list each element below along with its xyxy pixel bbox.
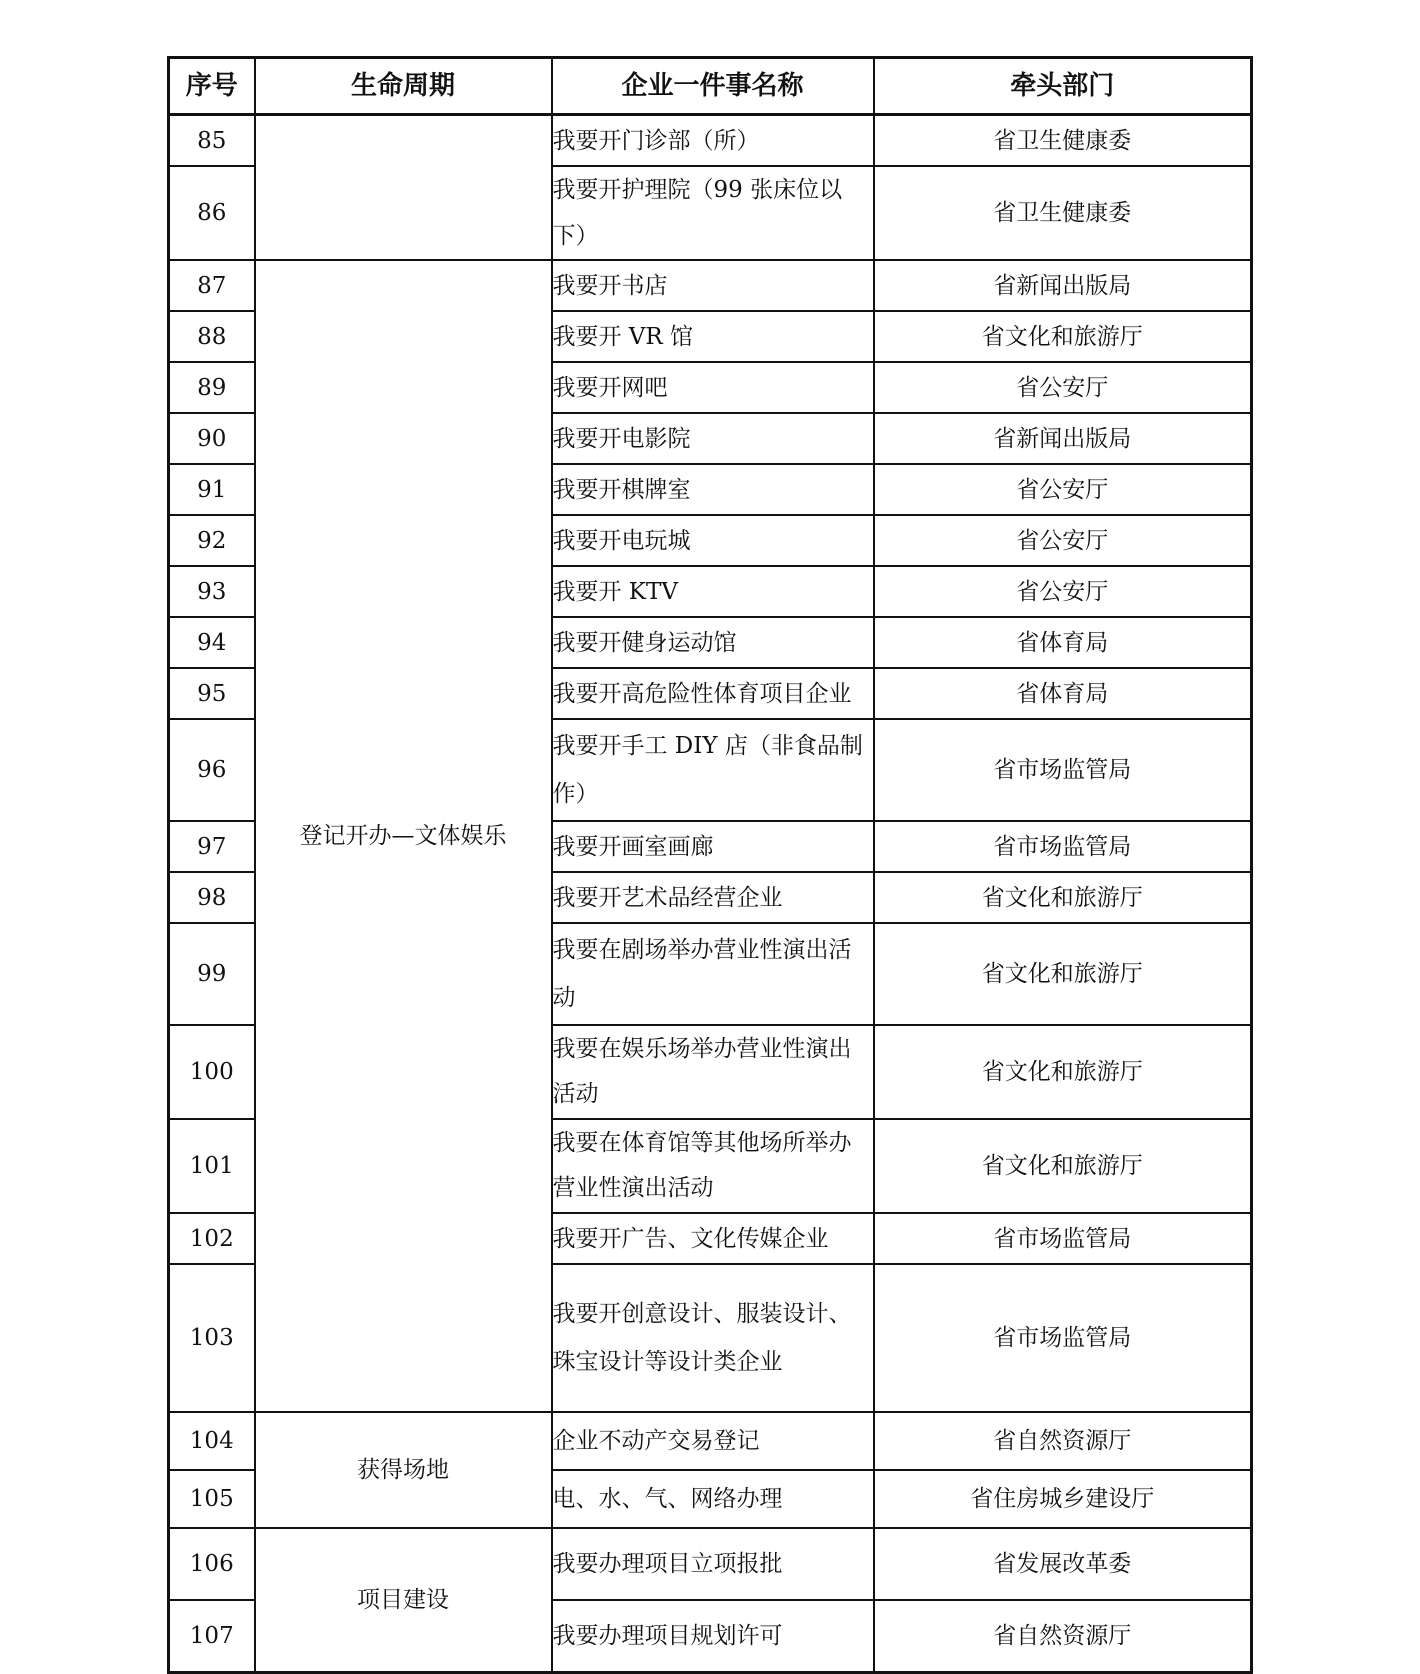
header-dept: 牵头部门 (874, 58, 1252, 115)
row-index: 103 (169, 1264, 255, 1412)
row-index: 102 (169, 1213, 255, 1264)
row-name: 我要开棋牌室 (552, 464, 874, 515)
row-index: 104 (169, 1412, 255, 1470)
row-name: 我要开电玩城 (552, 515, 874, 566)
row-name: 我要开 VR 馆 (552, 311, 874, 362)
row-name: 我要办理项目规划许可 (552, 1600, 874, 1673)
lifecycle-culture: 登记开办—文体娱乐 (255, 260, 552, 1412)
row-name: 我要开门诊部（所） (552, 115, 874, 167)
row-name: 我要开健身运动馆 (552, 617, 874, 668)
table-row (169, 260, 1252, 311)
row-index: 98 (169, 872, 255, 923)
lifecycle-site: 获得场地 (255, 1412, 552, 1528)
table-row (169, 115, 1252, 167)
row-index: 92 (169, 515, 255, 566)
row-index: 97 (169, 821, 255, 872)
row-name: 我要开 KTV (552, 566, 874, 617)
row-index: 100 (169, 1025, 255, 1119)
row-index: 99 (169, 923, 255, 1025)
row-dept: 省发展改革委 (874, 1528, 1252, 1600)
row-index: 101 (169, 1119, 255, 1213)
row-name: 我要开艺术品经营企业 (552, 872, 874, 923)
row-index: 86 (169, 166, 255, 260)
row-dept: 省公安厅 (874, 566, 1252, 617)
row-name: 我要开高危险性体育项目企业 (552, 668, 874, 719)
row-index: 107 (169, 1600, 255, 1673)
row-name: 我要开创意设计、服装设计、珠宝设计等设计类企业 (552, 1264, 874, 1412)
row-dept: 省文化和旅游厅 (874, 1119, 1252, 1213)
row-dept: 省市场监管局 (874, 821, 1252, 872)
row-name: 企业不动产交易登记 (552, 1412, 874, 1470)
row-name: 我要开广告、文化传媒企业 (552, 1213, 874, 1264)
table-row (169, 1412, 1252, 1470)
row-name: 我要开手工 DIY 店（非食品制作） (552, 719, 874, 821)
row-dept: 省体育局 (874, 668, 1252, 719)
row-dept: 省文化和旅游厅 (874, 1025, 1252, 1119)
lifecycle-cell-empty (255, 115, 552, 261)
row-index: 95 (169, 668, 255, 719)
row-name: 我要开书店 (552, 260, 874, 311)
row-dept: 省文化和旅游厅 (874, 311, 1252, 362)
row-name: 我要开网吧 (552, 362, 874, 413)
enterprise-matters-table (167, 56, 1253, 1674)
row-name: 我要开护理院（99 张床位以下） (552, 166, 874, 260)
row-dept: 省公安厅 (874, 515, 1252, 566)
row-index: 88 (169, 311, 255, 362)
lifecycle-project: 项目建设 (255, 1528, 552, 1673)
row-index: 89 (169, 362, 255, 413)
row-dept: 省文化和旅游厅 (874, 872, 1252, 923)
row-dept: 省体育局 (874, 617, 1252, 668)
header-row (169, 58, 1252, 115)
row-index: 94 (169, 617, 255, 668)
row-name: 我要在娱乐场举办营业性演出活动 (552, 1025, 874, 1119)
row-dept: 省自然资源厅 (874, 1412, 1252, 1470)
row-name: 我要开电影院 (552, 413, 874, 464)
header-name: 企业一件事名称 (552, 58, 874, 115)
row-name: 电、水、气、网络办理 (552, 1470, 874, 1528)
row-dept: 省新闻出版局 (874, 260, 1252, 311)
row-dept: 省卫生健康委 (874, 166, 1252, 260)
row-name: 我要在体育馆等其他场所举办营业性演出活动 (552, 1119, 874, 1213)
row-dept: 省市场监管局 (874, 1213, 1252, 1264)
row-index: 93 (169, 566, 255, 617)
document-page (167, 56, 1250, 1674)
table-row (169, 1528, 1252, 1600)
row-index: 106 (169, 1528, 255, 1600)
header-index: 序号 (169, 58, 255, 115)
row-index: 85 (169, 115, 255, 167)
row-dept: 省新闻出版局 (874, 413, 1252, 464)
row-index: 105 (169, 1470, 255, 1528)
row-dept: 省自然资源厅 (874, 1600, 1252, 1673)
header-lifecycle: 生命周期 (255, 58, 552, 115)
row-dept: 省文化和旅游厅 (874, 923, 1252, 1025)
row-dept: 省公安厅 (874, 464, 1252, 515)
row-index: 91 (169, 464, 255, 515)
row-name: 我要在剧场举办营业性演出活动 (552, 923, 874, 1025)
row-name: 我要办理项目立项报批 (552, 1528, 874, 1600)
row-dept: 省卫生健康委 (874, 115, 1252, 167)
row-index: 90 (169, 413, 255, 464)
row-dept: 省公安厅 (874, 362, 1252, 413)
row-dept: 省市场监管局 (874, 719, 1252, 821)
row-dept: 省住房城乡建设厅 (874, 1470, 1252, 1528)
row-index: 87 (169, 260, 255, 311)
row-name: 我要开画室画廊 (552, 821, 874, 872)
row-dept: 省市场监管局 (874, 1264, 1252, 1412)
row-index: 96 (169, 719, 255, 821)
